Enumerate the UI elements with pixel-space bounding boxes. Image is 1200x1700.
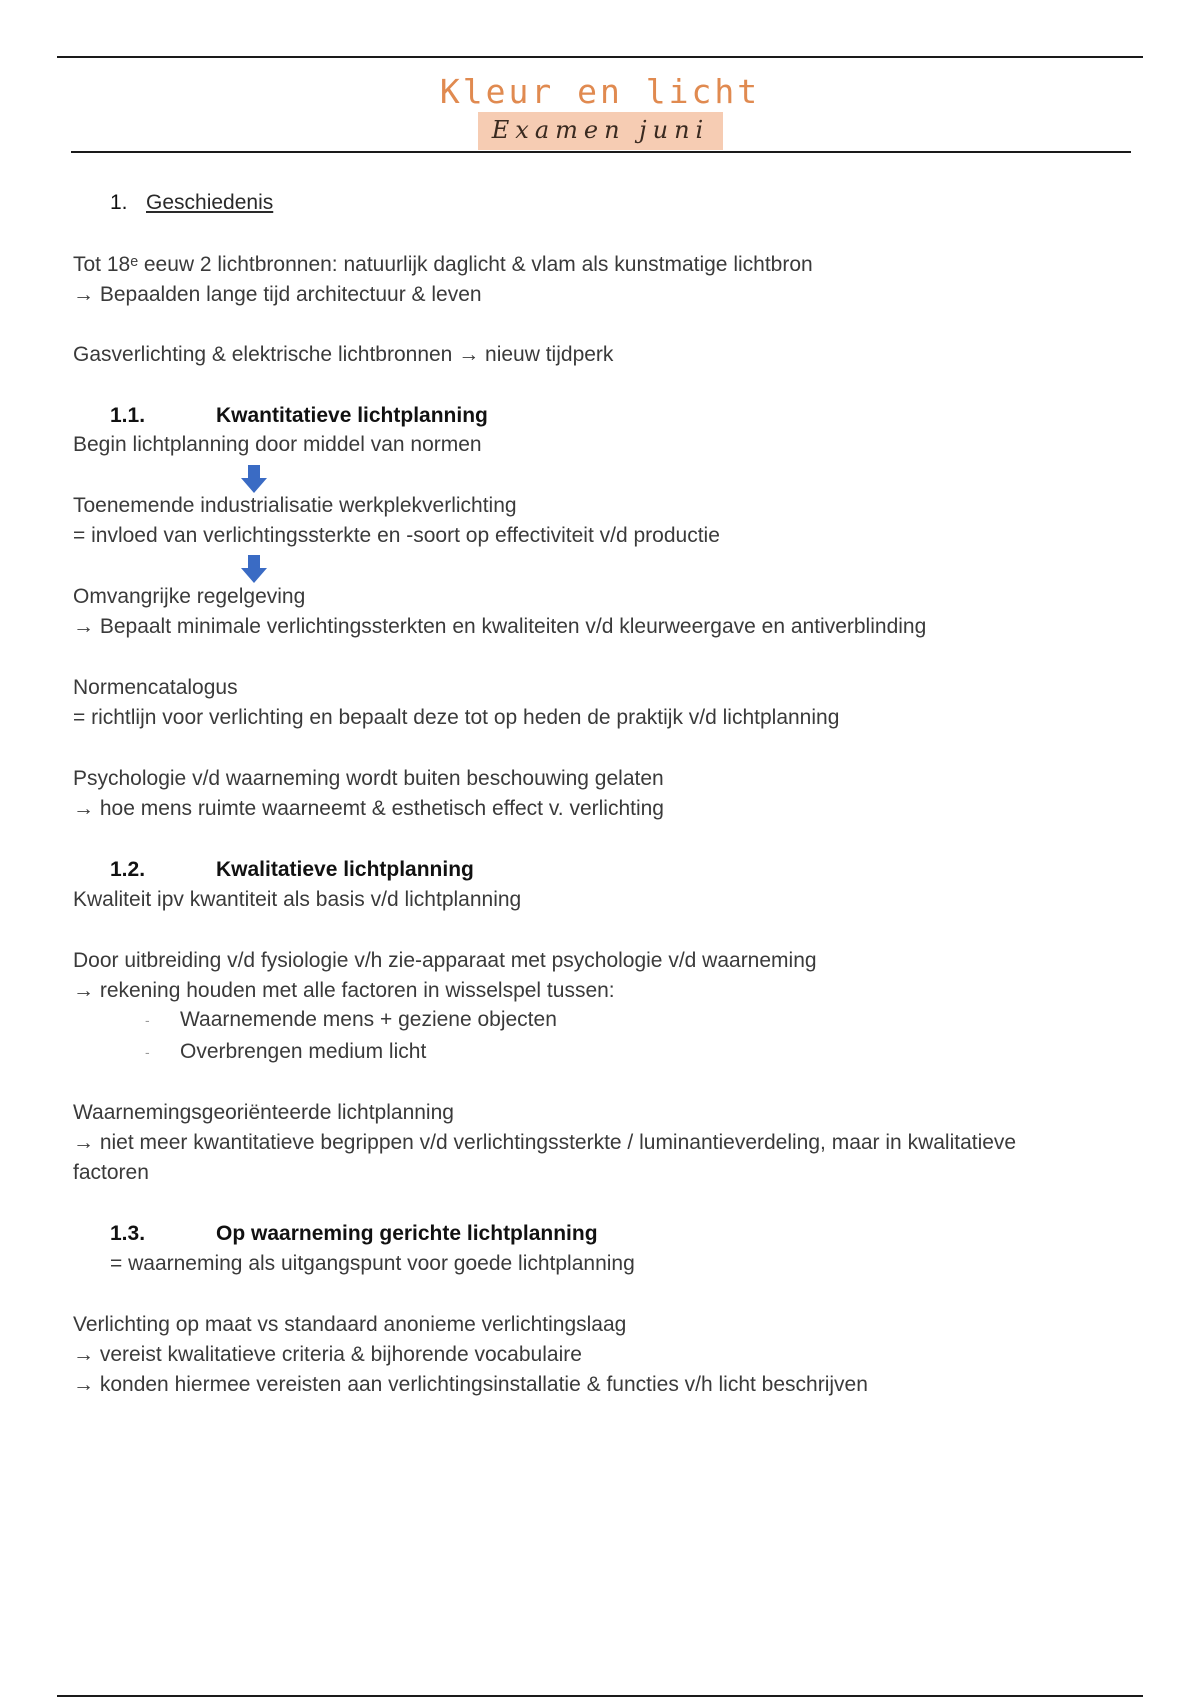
subsection-number: 1.1. [110, 404, 146, 427]
body-line: → konden hiermee vereisten aan verlichtingsinstallatie & functies v/h licht beschrijven [73, 1373, 868, 1396]
section-number: 1. [110, 191, 128, 214]
top-rule [57, 56, 1143, 58]
bullet-item: Waarnemende mens + geziene objecten [180, 1008, 557, 1031]
page-subtitle: Examen juni [478, 112, 723, 150]
header-rule [71, 151, 1131, 153]
down-arrow-icon [241, 465, 267, 493]
body-line: Door uitbreiding v/d fysiologie v/h zie-apparaat met psychologie v/d waarneming [73, 949, 817, 972]
body-line: → Bepaalt minimale verlichtingssterkten en kwaliteiten v/d kleurweergave en antiverblinding [73, 615, 927, 638]
body-line: Toenemende industrialisatie werkplekverlichting [73, 494, 517, 517]
body-line: → hoe mens ruimte waarneemt & esthetisch effect v. verlichting [73, 797, 664, 820]
page-title: Kleur en licht [439, 72, 761, 111]
down-arrow-icon [241, 555, 267, 583]
body-line: Gasverlichting & elektrische lichtbronnen → nieuw tijdperk [73, 343, 614, 366]
body-line: Verlichting op maat vs standaard anonieme verlichtingslaag [73, 1313, 627, 1336]
body-line: → rekening houden met alle factoren in wisselspel tussen: [73, 979, 615, 1002]
subsection-number: 1.2. [110, 858, 146, 881]
body-line: = invloed van verlichtingssterkte en -soort op effectiviteit v/d productie [73, 524, 720, 547]
subsection-number: 1.3. [110, 1222, 146, 1245]
bottom-rule [57, 1695, 1143, 1697]
body-line: Begin lichtplanning door middel van normen [73, 433, 482, 456]
body-line: factoren [73, 1161, 149, 1184]
body-line: = richtlijn voor verlichting en bepaalt deze tot op heden de praktijk v/d lichtplanning [73, 706, 840, 729]
bullet-marker: - [145, 1044, 150, 1060]
subsection-title-kwalitatief: Kwalitatieve lichtplanning [216, 858, 474, 881]
bullet-item: Overbrengen medium licht [180, 1040, 427, 1063]
body-line: Normencatalogus [73, 676, 238, 699]
body-line: Kwaliteit ipv kwantiteit als basis v/d lichtplanning [73, 888, 522, 911]
body-line: → vereist kwalitatieve criteria & bijhorende vocabulaire [73, 1343, 582, 1366]
bullet-marker: - [145, 1012, 150, 1028]
subsection-title-waarneming: Op waarneming gerichte lichtplanning [216, 1222, 598, 1245]
section-title-geschiedenis: Geschiedenis [146, 191, 274, 214]
body-line: → Bepaalden lange tijd architectuur & leven [73, 283, 482, 306]
body-line: Omvangrijke regelgeving [73, 585, 306, 608]
subsection-title-kwantitatief: Kwantitatieve lichtplanning [216, 404, 488, 427]
body-line: Psychologie v/d waarneming wordt buiten beschouwing gelaten [73, 767, 664, 790]
body-line: → niet meer kwantitatieve begrippen v/d verlichtingssterkte / luminantieverdeling, maar in kwalitatieve [73, 1131, 1017, 1154]
body-line: = waarneming als uitgangspunt voor goede lichtplanning [110, 1252, 635, 1275]
body-line: Waarnemingsgeoriënteerde lichtplanning [73, 1101, 454, 1124]
body-line: Tot 18ᵉ eeuw 2 lichtbronnen: natuurlijk daglicht & vlam als kunstmatige lichtbron [73, 253, 813, 276]
